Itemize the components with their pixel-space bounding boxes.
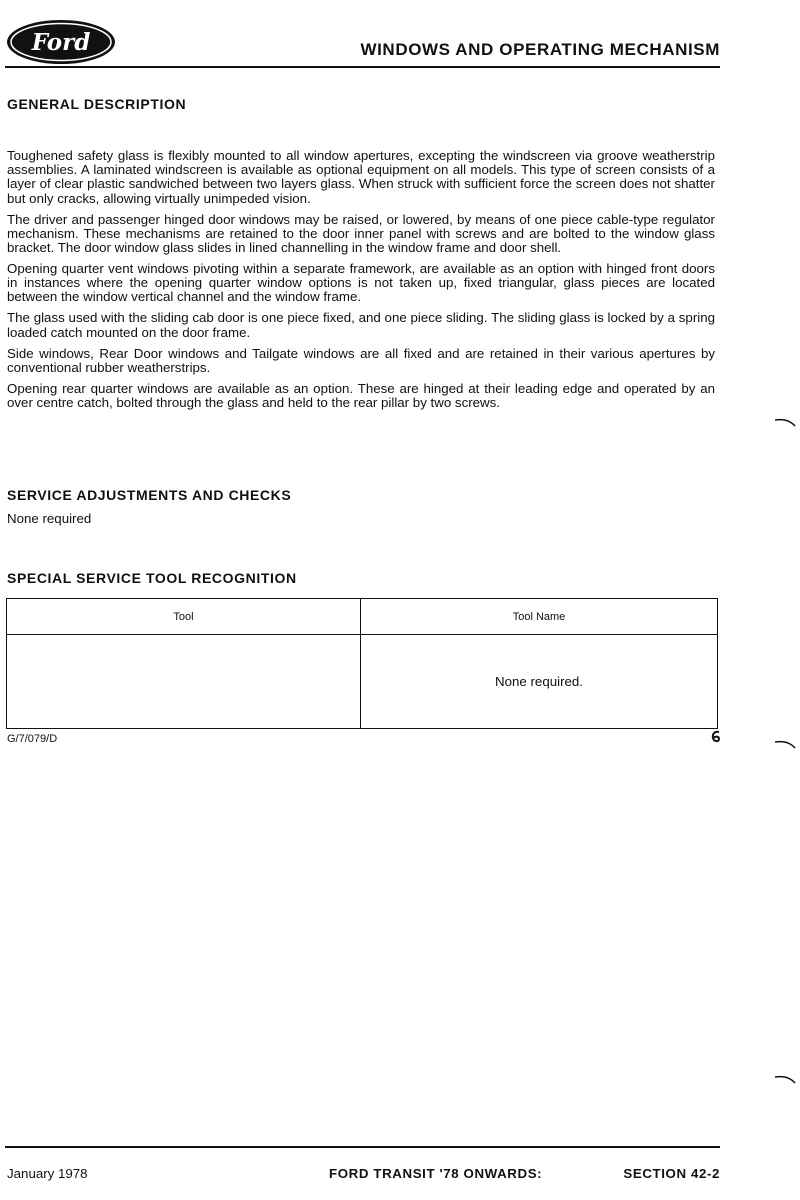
- footer-publication: FORD TRANSIT '78 ONWARDS:: [329, 1166, 543, 1181]
- paragraph: Opening rear quarter windows are available as an option. These are hinged at their leading edge and operated by an over centre catch, bolted through the glass and held to the rear pillar by two screws.: [7, 380, 715, 411]
- tool-name-cell: None required.: [361, 635, 718, 729]
- table-row: [7, 635, 718, 729]
- paragraph: Toughened safety glass is flexibly mounted to all window apertures, excepting the windscreen via groove weatherstrip assemblies. A laminated windscreen is available as optional equipment on all models. This type of screen consists of a layer of clear plastic sandwiched between two layers glass. When struck with sufficient force the screen does not shatter but only cracks, allowing virtually unimpeded vision.: [7, 148, 715, 206]
- tool-column-header: Tool: [7, 599, 361, 635]
- tool-cell: [7, 635, 361, 729]
- special-tools-heading: SPECIAL SERVICE TOOL RECOGNITION: [7, 570, 297, 586]
- footer-date: January 1978: [7, 1166, 88, 1181]
- service-adjustments-heading: SERVICE ADJUSTMENTS AND CHECKS: [7, 487, 292, 503]
- margin-tick-icon: [774, 418, 796, 428]
- paragraph: The driver and passenger hinged door windows may be raised, or lowered, by means of one piece cable-type regulator mechanism. These mechanisms are retained to the door inner panel with screws and are bolted to the window glass bracket. The door window glass slides in lined channelling in the window frame and door shell.: [7, 211, 715, 256]
- paragraph: The glass used with the sliding cab door is one piece fixed, and one piece sliding. The sliding glass is locked by a spring loaded catch mounted on the door frame.: [7, 310, 715, 340]
- paragraph: Opening quarter vent windows pivoting within a separate framework, are available as an option with hinged front doors in instances where the opening quarter window options is not taken up, fixed triangular, glass pieces are located between the window vertical channel and the window frame.: [7, 261, 715, 305]
- margin-tick-icon: [774, 1075, 796, 1085]
- tool-name-column-header: Tool Name: [361, 599, 718, 635]
- tool-table-header-row: [7, 599, 718, 635]
- page-mark-icon: [710, 730, 722, 744]
- ford-logo: [5, 18, 117, 66]
- reference-code: G/7/079/D: [7, 733, 58, 745]
- footer-section-number: SECTION 42-2: [623, 1166, 720, 1181]
- tool-table: [6, 598, 718, 729]
- general-description-body: [7, 149, 715, 417]
- ford-logo-text: Ford: [31, 29, 91, 56]
- service-adjustments-text: None required: [7, 511, 92, 526]
- general-description-heading: GENERAL DESCRIPTION: [7, 96, 187, 112]
- margin-tick-icon: [774, 740, 796, 750]
- footer-divider: [5, 1146, 720, 1148]
- paragraph: Side windows, Rear Door windows and Tailgate windows are all fixed and are retained in their various apertures by conventional rubber weatherstrips.: [7, 345, 715, 375]
- page-title: WINDOWS AND OPERATING MECHANISM: [360, 40, 720, 59]
- header-divider: [5, 66, 720, 68]
